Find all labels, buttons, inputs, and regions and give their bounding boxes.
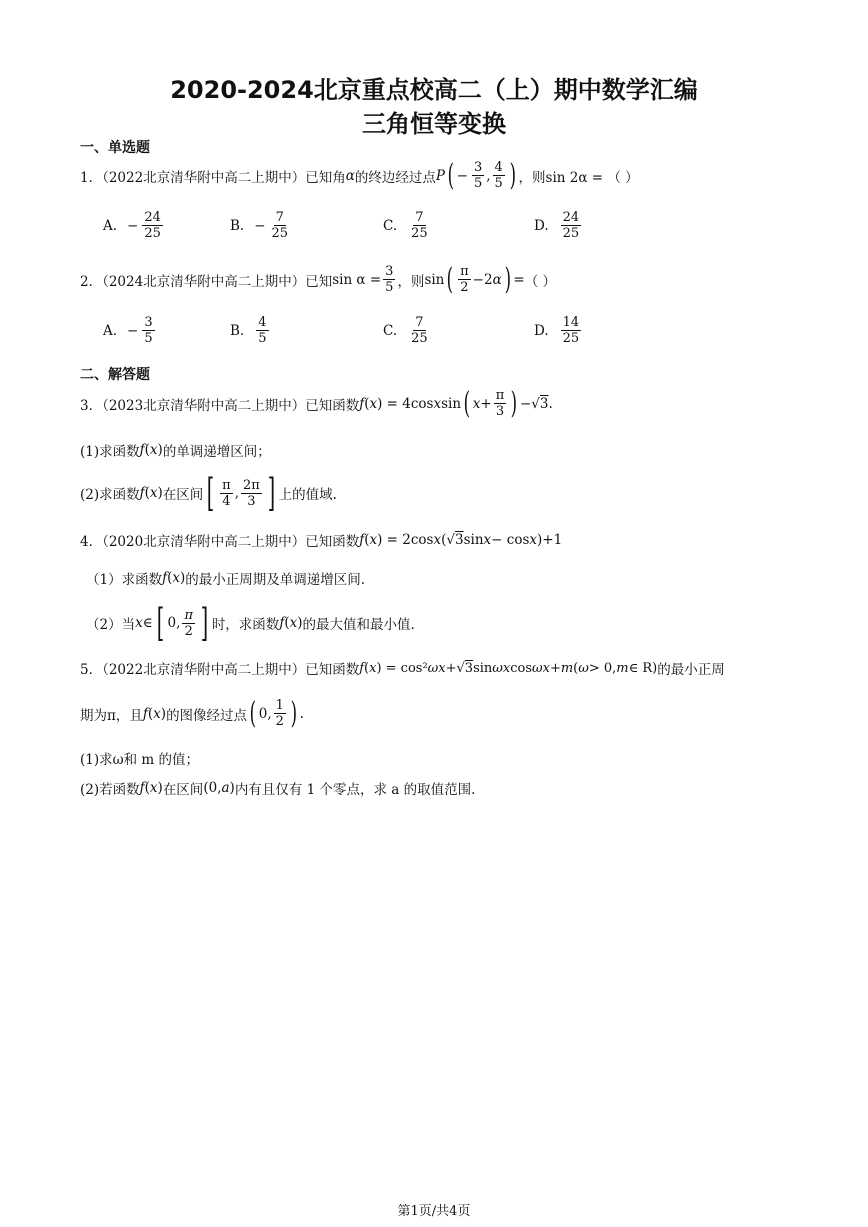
question-1-prefix: 1．（2022北京清华附中高二上期中）已知角 <box>80 169 346 186</box>
question-4-part-1: （1）求函数 f ( x ) 的最小正周期及单调递增区间. <box>86 570 366 588</box>
question-3-part-2: (2)求函数 f ( x ) 在区间 [ $\frac{\pi}{4}$ , $\frac{2\pi}{3}$ ] 上的值域. <box>80 471 337 515</box>
question-3: 3．（2023北京清华附中高二上期中）已知函数 f ( x ) = 4cos x sin ( x + $\frac{\pi}{3}$ ) −√ 3 . <box>80 385 553 421</box>
question-5-function: f ( x ) = cos² ωx +√ 3 sin ωx cos ωx + m ( ω > 0, m ∈ R) <box>359 660 658 676</box>
q2-option-d: D. $\frac{14}{25}$ <box>534 315 580 346</box>
question-5: 5．（2022北京清华附中高二上期中）已知函数 f ( x ) = cos² ωx +√ 3 sin ωx cos ωx + m ( ω > 0, m ∈ R) 的最小正周 <box>80 660 725 678</box>
page-subtitle: 三角恒等变换 <box>362 110 506 138</box>
page-title: 2020-2024北京重点校高二（上）期中数学汇编 <box>170 76 698 104</box>
question-4-function: f ( x ) = 2cos x (√ 3 sin x − cos x )+1 <box>359 532 563 548</box>
question-5-part-1: (1)求ω和 m 的值； <box>80 752 200 768</box>
question-4: 4．（2020北京清华附中高二上期中）已知函数 f ( x ) = 2cos x (√ 3 sin x − cos x )+1 <box>80 532 563 550</box>
section-heading-answers: 二、解答题 <box>80 367 150 383</box>
q2-option-c: C. $\frac{7}{25}$ <box>383 315 428 346</box>
question-3-function: f ( x ) = 4cos x sin ( x + $\frac{\pi}{3}$ ) −√ 3 . <box>359 385 553 421</box>
q1-option-c: C. $\frac{7}{25}$ <box>383 210 428 241</box>
page-footer: 第1页/共4页 <box>397 1204 471 1219</box>
question-2-expr: sin ( $\frac{\pi}{2}$ −2 α ) = <box>424 261 525 297</box>
question-3-part-1: (1)求函数 f ( x ) 的单调递增区间； <box>80 442 271 460</box>
question-2-prefix: 2．（2024北京清华附中高二上期中）已知 <box>80 273 333 290</box>
question-1-suffix: ，则 <box>518 169 546 186</box>
question-1-mid: 的终边经过点 <box>354 169 436 186</box>
question-5-part-2: (2)若函数 f ( x ) 在区间 (0, a ) 内有且仅有 1 个零点，求 a 的取值范围. <box>80 780 476 798</box>
section-heading-single-choice: 一、单选题 <box>80 140 150 156</box>
point-P: P ( − $\frac{3}{5}$ , $\frac{4}{5}$ ) <box>435 157 516 193</box>
question-5-line-2: 期为π，且 f ( x ) 的图像经过点 ( 0, $\frac{1}{2}$ ) . <box>80 695 304 731</box>
q1-option-b: B. − $\frac{7}{25}$ <box>230 210 289 241</box>
question-1-expr: sin 2α = （ ） <box>545 169 639 186</box>
q1-option-a: A. − $\frac{24}{25}$ <box>103 210 161 241</box>
question-2: 2．（2024北京清华附中高二上期中）已知 sin α = $\frac{3}{5}$ ，则 sin ( $\frac{\pi}{2}$ −2 α ) = （ ） <box>80 261 557 297</box>
question-4-part-2: （2）当 x ∈ [ 0, $\frac{\pi}{2}$ ] 时，求函数 f ( x ) 的最大值和最小值. <box>86 601 415 645</box>
q2-option-b: B. $\frac{4}{5}$ <box>230 315 267 346</box>
q2-option-a: A. − $\frac{3}{5}$ <box>103 315 153 346</box>
question-1: 1．（2022北京清华附中高二上期中）已知角 α 的终边经过点 P ( − $\frac{3}{5}$ , $\frac{4}{5}$ ) ，则 sin 2α = （ ） <box>80 157 639 193</box>
q1-option-d: D. $\frac{24}{25}$ <box>534 210 580 241</box>
